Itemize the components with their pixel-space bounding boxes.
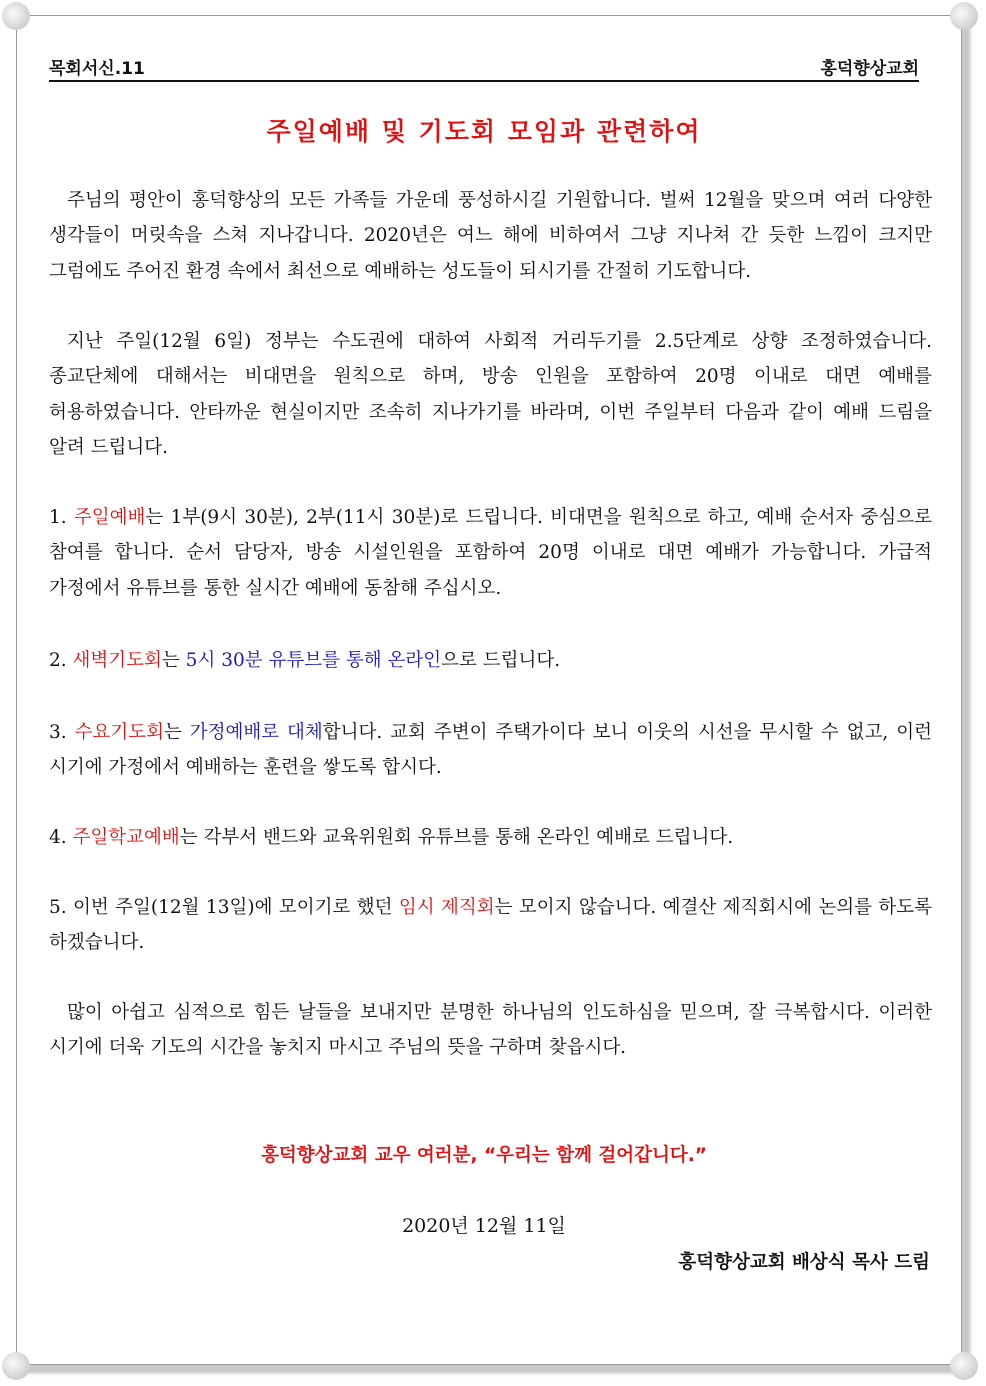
item-text: 는 1부(9시 30분), 2부(11시 30분)로 드립니다. 비대면을 원칙으로 하고, 예배 순서자 중심으로 참여를 합니다. 순서 담당자, 방송 시설인원을 포함하여 20명 이내로 대면 예배가 가능합니다. 가급적 가정에서 유튜브를 통한 실시간 예배에 동참해 주십시오. <box>49 507 932 599</box>
item-number: 2. <box>49 650 73 671</box>
item-prefix: 5. 이번 주일(12월 13일)에 모이기로 했던 <box>49 897 399 918</box>
signature: 홍덕향상교회 배상식 목사 드림 <box>678 1252 930 1273</box>
item-mid: 는 <box>163 722 190 743</box>
closing-message: 홍덕향상교회 교우 여러분, “우리는 함께 걸어갑니다.” <box>261 1145 707 1166</box>
letter-title: 주일예배 및 기도회 모임과 관련하여 <box>266 117 702 146</box>
letter-date: 2020년 12월 11일 <box>402 1215 566 1237</box>
letter-header <box>49 50 919 82</box>
item-1 <box>49 500 932 606</box>
item-text: 는 각부서 밴드와 교육위원회 유튜브를 통해 온라인 예배로 드립니다. <box>179 827 734 848</box>
item-highlight: 임시 제직회 <box>398 897 495 918</box>
item-text: 으로 드립니다. <box>441 650 561 671</box>
item-highlight: 주일예배 <box>73 507 146 528</box>
item-mid: 는 <box>161 650 186 671</box>
item-5 <box>49 890 932 961</box>
intro-paragraph-2: 지난 주일(12월 6일) 정부는 수도권에 대하여 사회적 거리두기를 2.5단계로 상향 조정하였습니다. 종교단체에 대해서는 비대면을 원칙으로 하며, 방송 인원을 포함하여 20명 이내로 대면 예배를 허용하였습니다. 안타까운 현실이지만 조속히 지나가기를 바라며, 이번 주일부터 다음과 같이 예배 드림을 알려 드립니다. <box>49 331 932 458</box>
item-highlight: 새벽기도회 <box>72 650 162 671</box>
item-highlight: 수요기도회 <box>74 722 164 743</box>
corner-pin <box>950 1352 978 1380</box>
item-number: 3. <box>49 722 75 743</box>
item-text: 합니다. 교회 주변이 주택가이다 보니 이웃의 시선을 무시할 수 없고, 이런 시기에 가정에서 예배하는 훈련을 쌓도록 합시다. <box>49 722 932 779</box>
letter-number: 목회서신.11 <box>49 59 145 79</box>
corner-pin <box>2 2 30 30</box>
item-highlight: 주일학교예배 <box>72 827 180 848</box>
intro-paragraph-1: 주님의 평안이 홍덕향상의 모든 가족들 가운데 풍성하시길 기원합니다. 벌써 12월을 맞으며 여러 다양한 생각들이 머릿속을 스쳐 지나갑니다. 2020년은 여느 해에 비하여서 그냥 지나쳐 간 듯한 느낌이 크지만 그럼에도 주어진 환경 속에서 최선으로 예배하는 성도들이 되시기를 간절히 기도합니다. <box>49 190 932 282</box>
item-blue-text: 가정예배로 대체 <box>189 722 323 743</box>
item-blue-text: 5시 30분 유튜브를 통해 온라인 <box>185 650 442 671</box>
corner-pin <box>950 2 978 30</box>
item-4 <box>49 820 932 855</box>
outro-paragraph: 많이 아쉽고 심적으로 힘든 날들을 보내지만 분명한 하나님의 인도하심을 믿으며, 잘 극복합시다. 이러한 시기에 더욱 기도의 시간을 놓치지 마시고 주님의 뜻을 구하며 찾읍시다. <box>49 1002 932 1059</box>
item-number: 4. <box>49 827 73 848</box>
corner-pin <box>2 1352 30 1380</box>
church-name: 홍덕향상교회 <box>820 59 919 79</box>
item-3 <box>49 715 932 786</box>
item-2 <box>49 643 932 678</box>
item-text: 는 모이지 않습니다. 예결산 제직회시에 논의를 하도록 하겠습니다. <box>49 897 932 954</box>
item-number: 1. <box>49 507 74 528</box>
